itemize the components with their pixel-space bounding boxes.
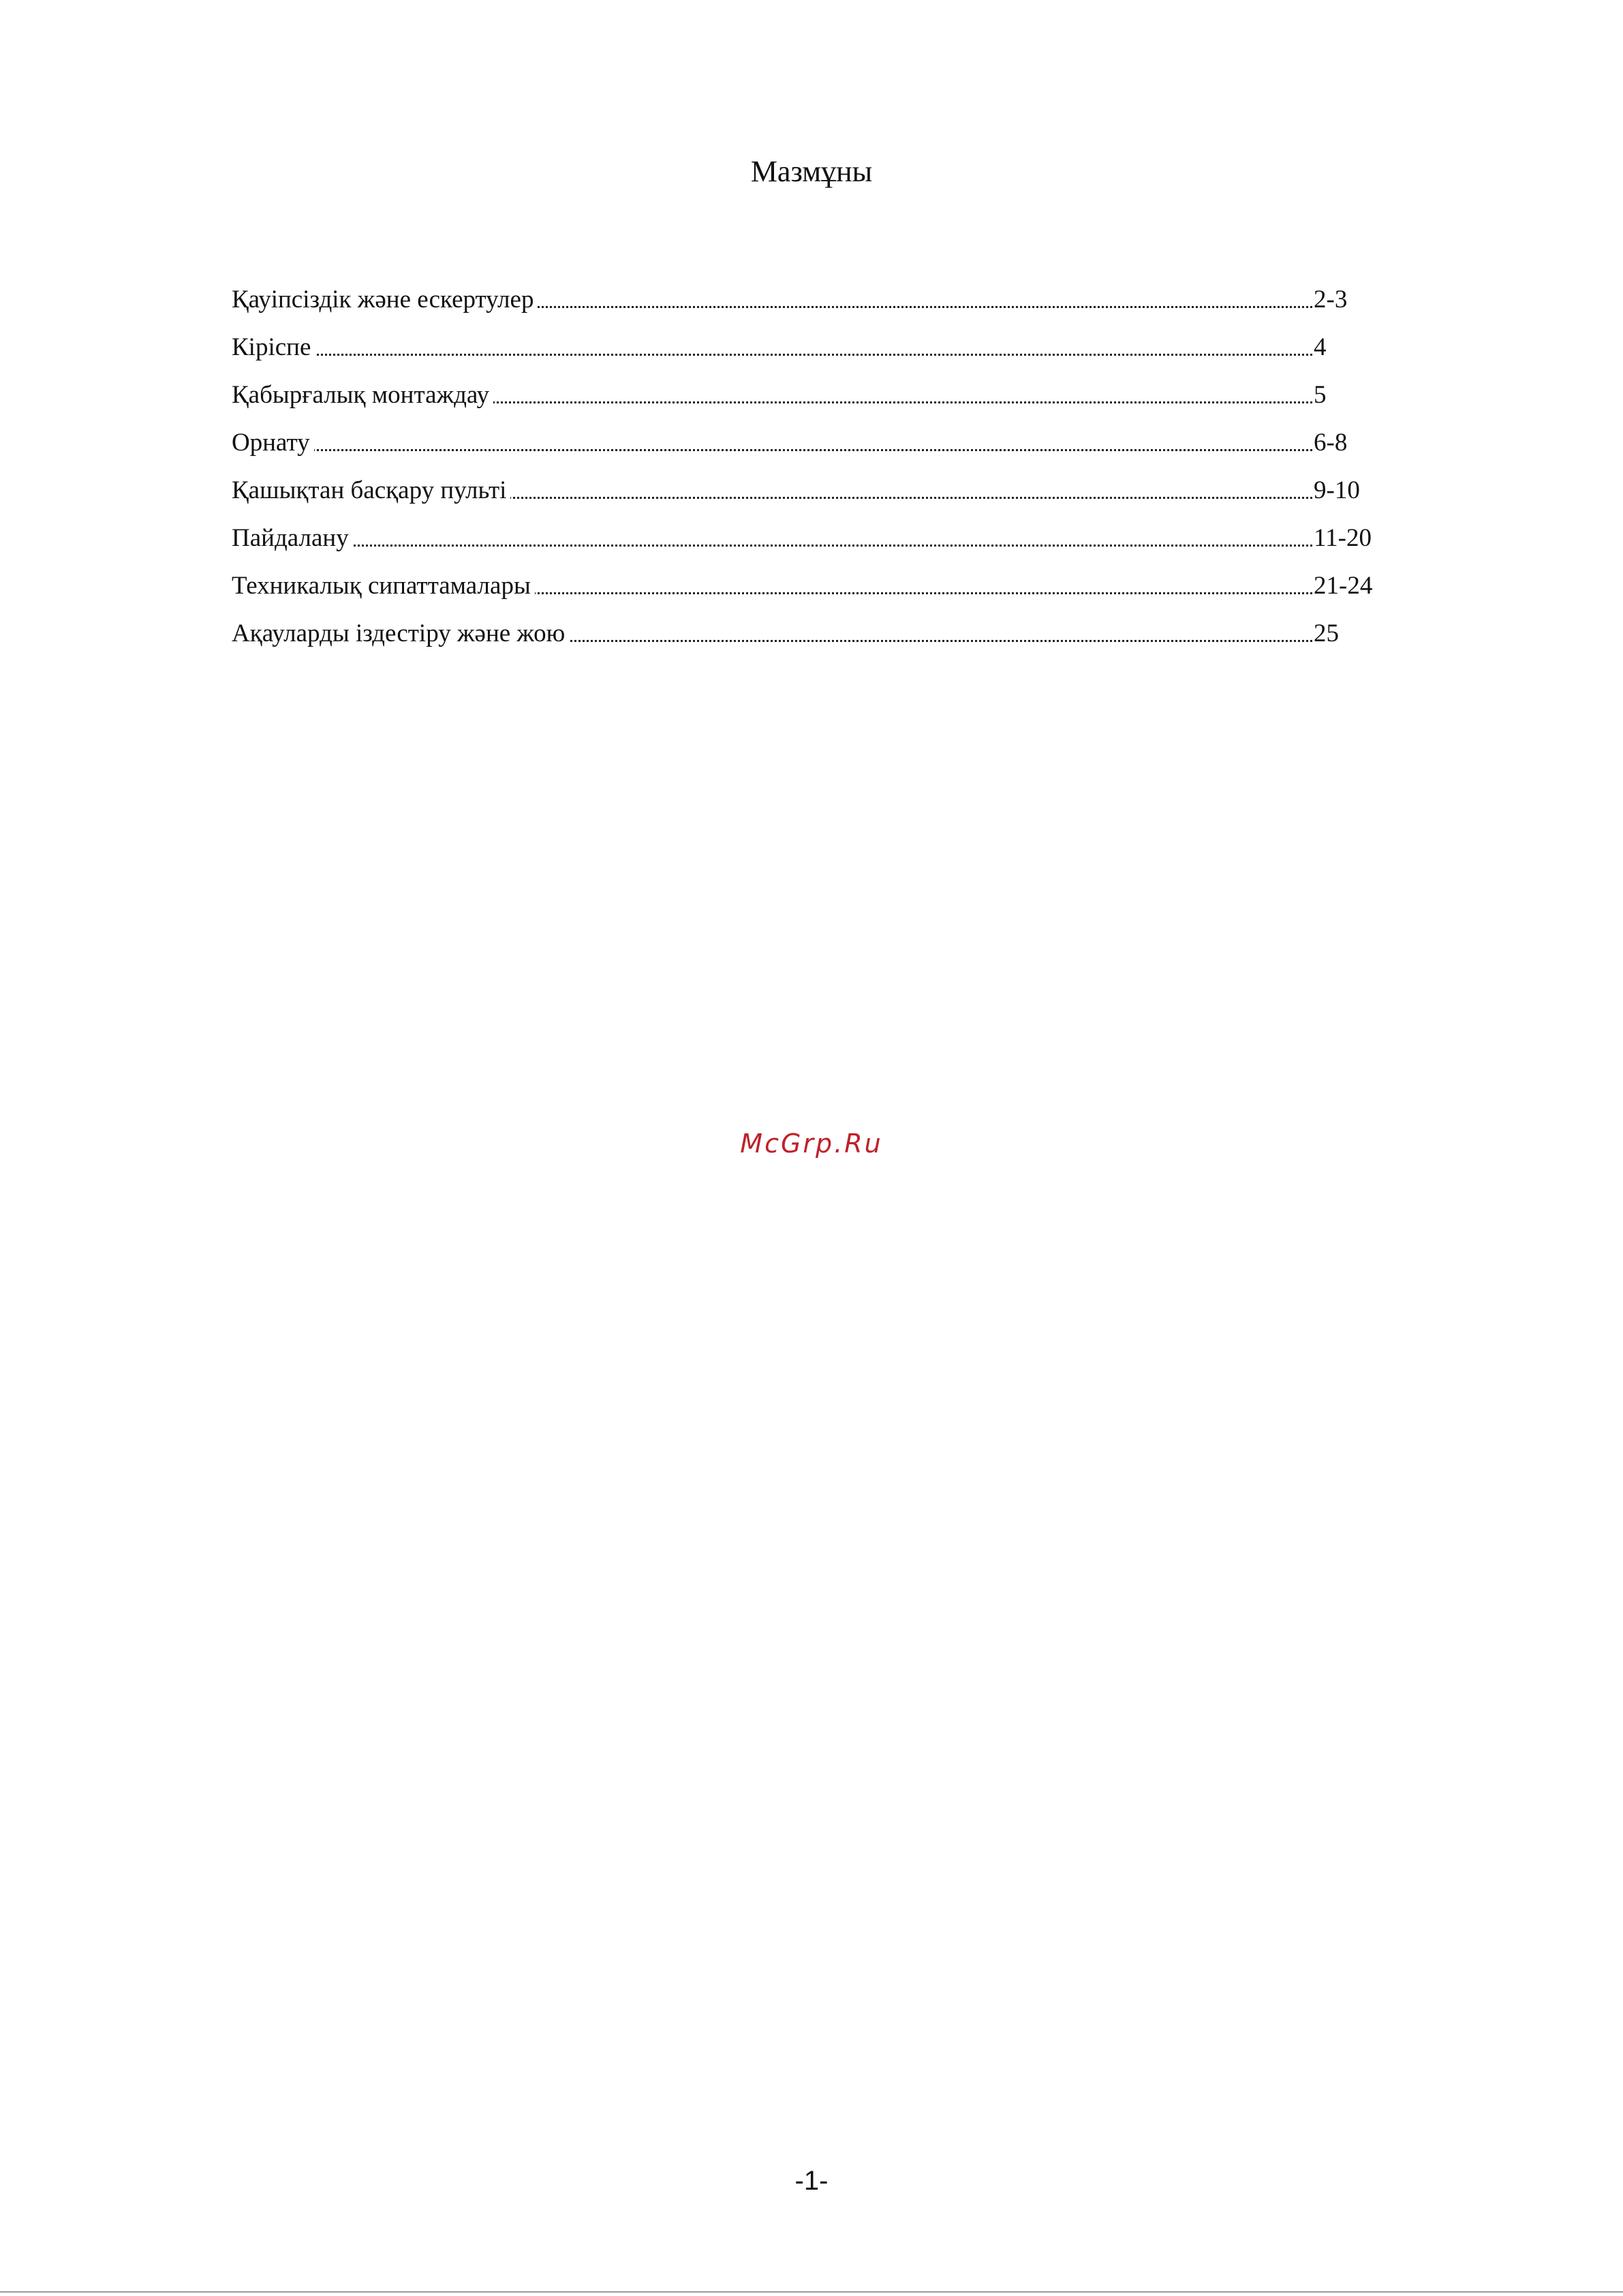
toc-entry-title: Орнату xyxy=(232,424,314,462)
toc-entry-pages: 25 xyxy=(1314,615,1339,653)
toc-entry-pages: 6-8 xyxy=(1314,424,1347,462)
toc-entry-pages: 4 xyxy=(1314,328,1327,367)
toc-entry-pages: 9-10 xyxy=(1314,472,1360,510)
toc-entry[interactable] xyxy=(232,424,1390,472)
toc-entry-title: Қауіпсіздік және ескертулер xyxy=(232,281,538,319)
dot-leader xyxy=(232,545,1312,547)
toc-entry-pages: 2-3 xyxy=(1314,281,1347,319)
page-number: -1- xyxy=(794,2166,829,2196)
toc-entry[interactable] xyxy=(232,328,1390,376)
table-of-contents xyxy=(232,281,1390,662)
dot-leader xyxy=(232,354,1312,356)
toc-entry[interactable] xyxy=(232,615,1390,662)
watermark-link[interactable]: McGrp.Ru xyxy=(740,1129,883,1159)
toc-entry-title: Техникалық сипаттамалары xyxy=(232,567,535,605)
toc-entry[interactable] xyxy=(232,376,1390,424)
toc-entry-title: Кіріспе xyxy=(232,328,315,367)
toc-entry-title: Ақауларды іздестіру және жою xyxy=(232,615,569,653)
page-title: Мазмұны xyxy=(750,155,873,188)
dot-leader xyxy=(232,449,1312,451)
toc-entry-pages: 11-20 xyxy=(1314,519,1372,557)
page-bottom-divider xyxy=(0,2291,1623,2293)
toc-entry-pages: 5 xyxy=(1314,376,1327,414)
toc-entry-pages: 21-24 xyxy=(1314,567,1372,605)
toc-entry-title: Қабырғалық монтаждау xyxy=(232,376,493,414)
toc-entry[interactable] xyxy=(232,519,1390,567)
toc-entry[interactable] xyxy=(232,281,1390,328)
toc-entry-title: Пайдалану xyxy=(232,519,353,557)
toc-entry[interactable] xyxy=(232,472,1390,519)
toc-entry[interactable] xyxy=(232,567,1390,615)
toc-entry-title: Қашықтан басқару пульті xyxy=(232,472,510,510)
